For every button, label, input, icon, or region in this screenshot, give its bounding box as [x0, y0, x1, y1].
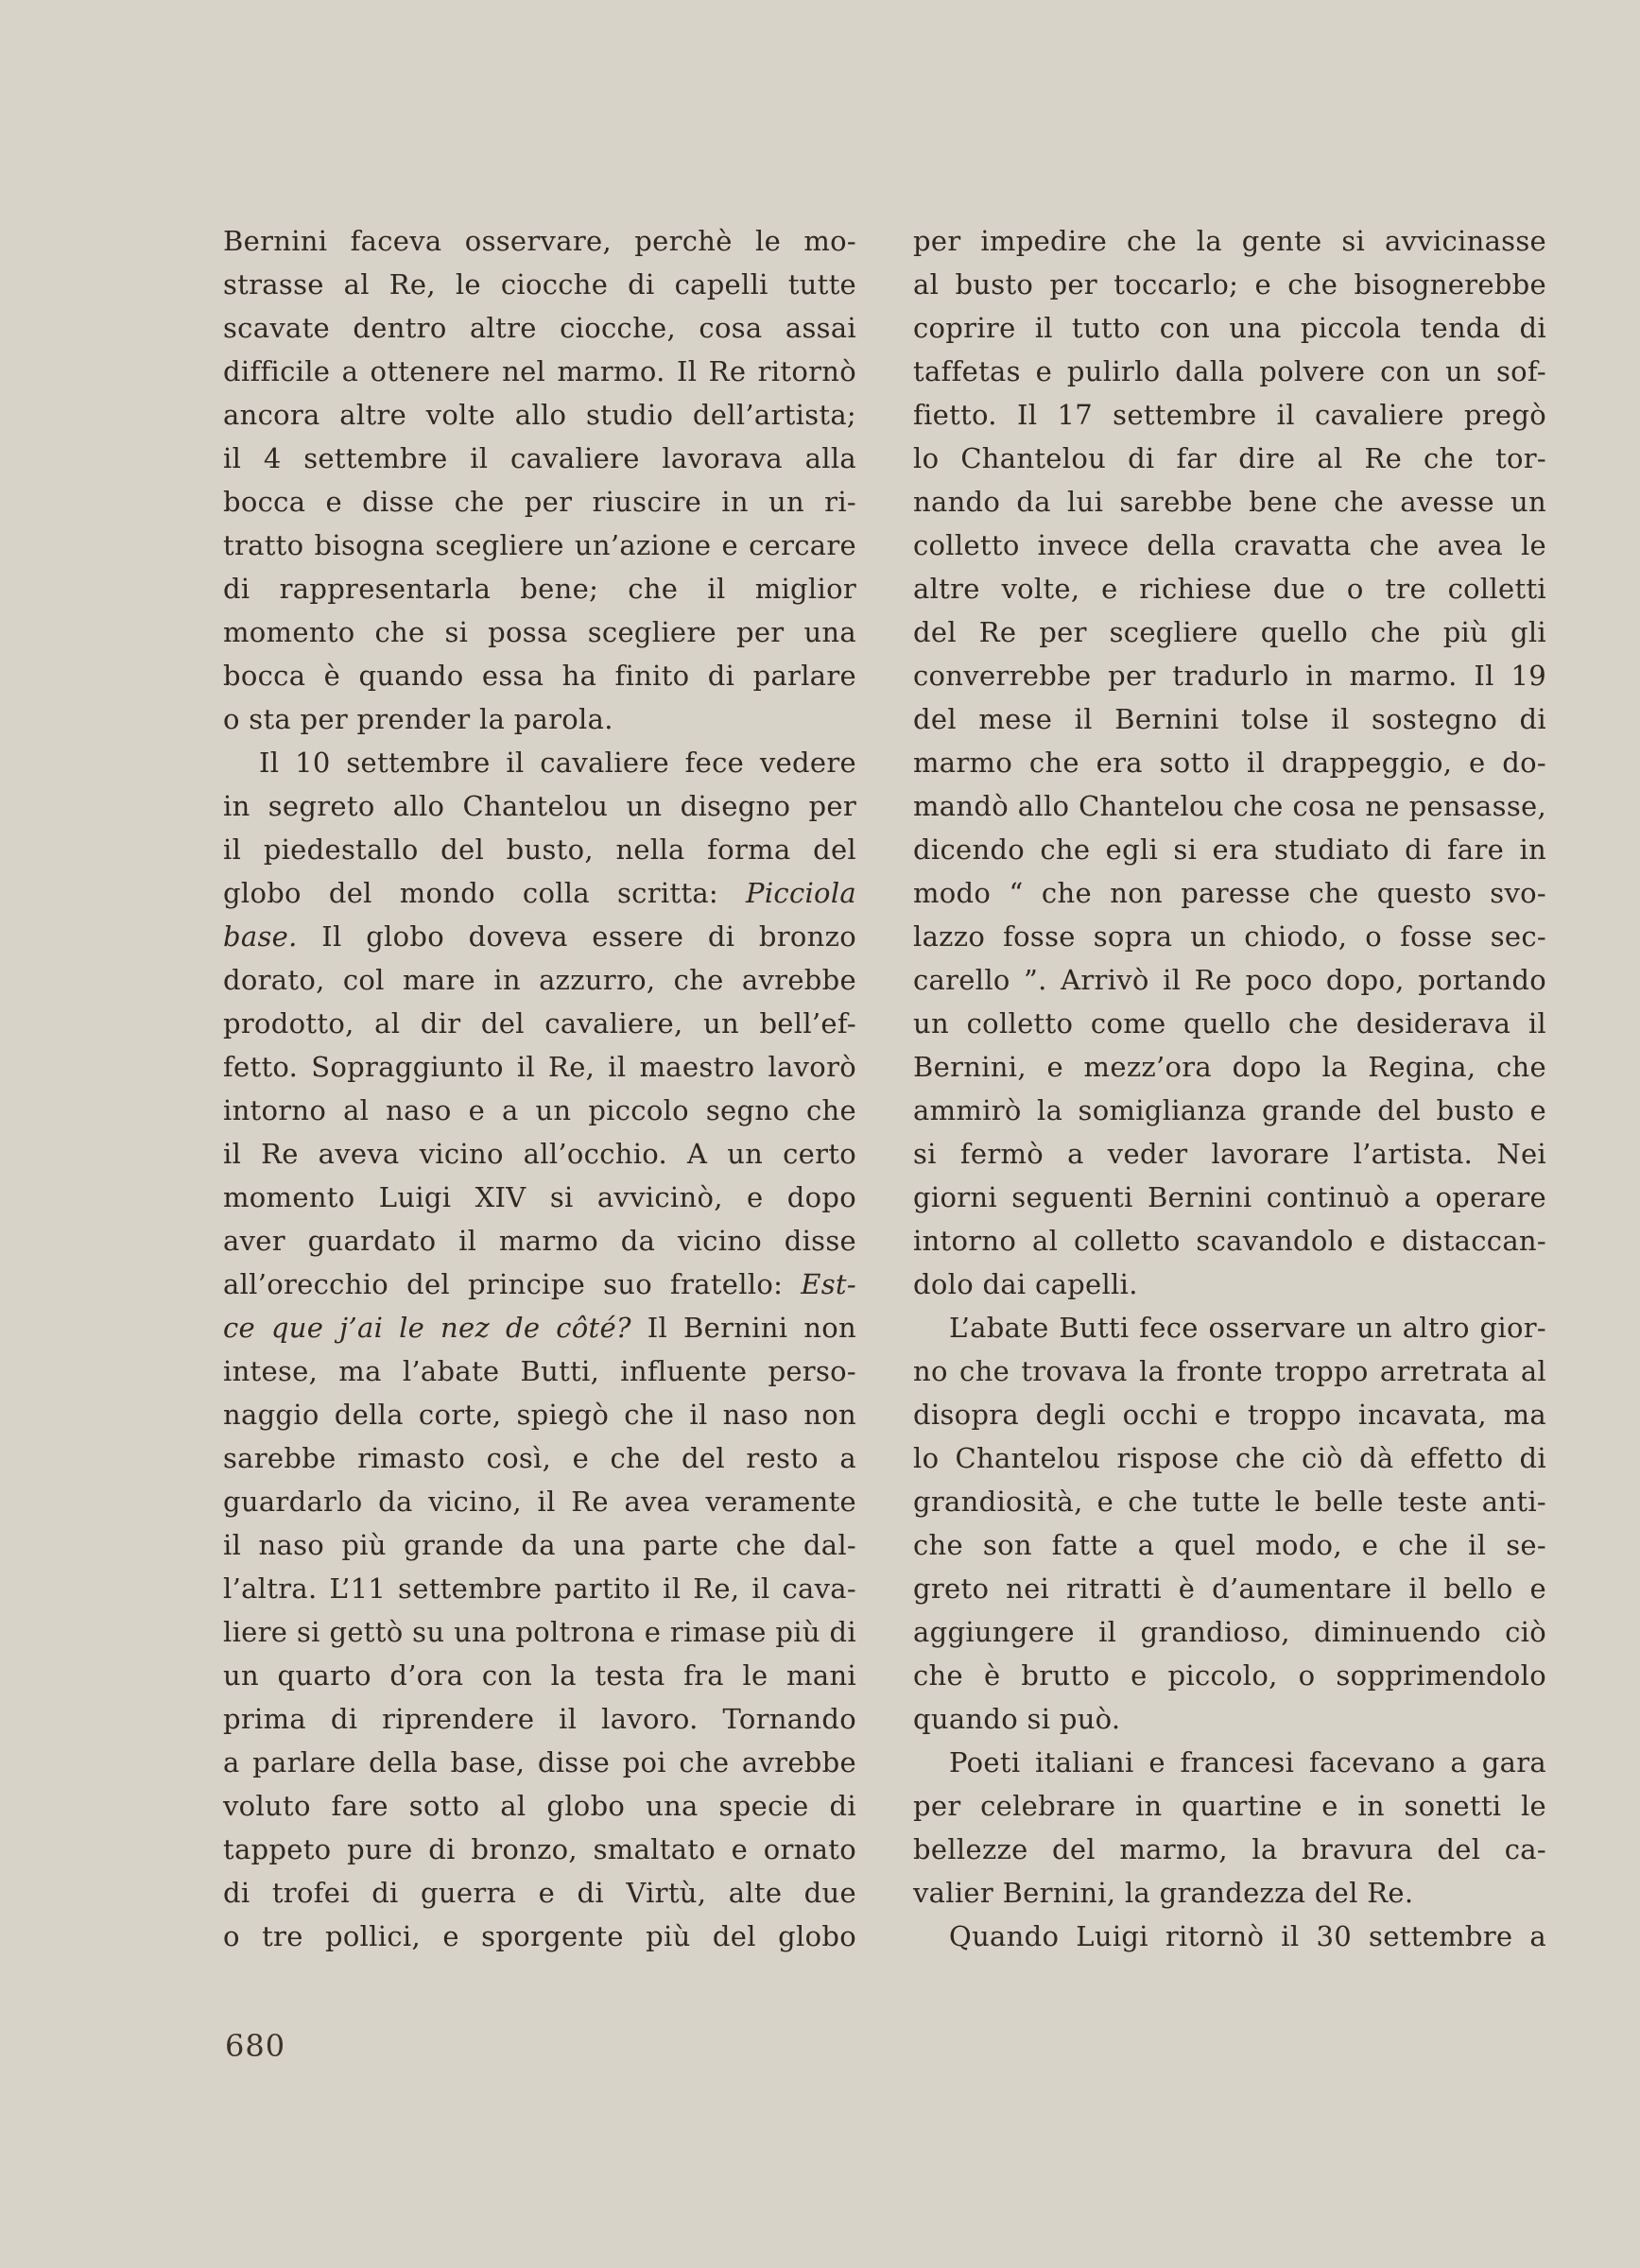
text-line [223, 219, 856, 263]
text-line [223, 1132, 856, 1176]
text-line [913, 1784, 1546, 1828]
text-line [913, 697, 1546, 741]
text-segment: bocca e disse che per riuscire in un ri- [223, 486, 856, 518]
text-segment: quando si può. [913, 1703, 1121, 1735]
text-segment: strasse al Re, le ciocche di capelli tutte [223, 268, 856, 301]
text-segment: prodotto, al dir del cavaliere, un bell’ef- [223, 1007, 856, 1040]
text-line [223, 567, 856, 610]
text-segment: converrebbe per tradurlo in marmo. Il 19 [913, 660, 1546, 692]
text-line [913, 871, 1546, 915]
text-line [913, 263, 1546, 306]
text-segment: Il Bernini non [630, 1312, 856, 1344]
text-segment: momento Luigi XIV si avvicinò, e dopo [223, 1181, 856, 1213]
text-line [913, 1915, 1546, 1958]
text-line [223, 1697, 856, 1741]
left-text-column [223, 219, 856, 1958]
text-line [913, 915, 1546, 958]
text-segment: liere si gettò su una poltrona e rimase più di [223, 1616, 856, 1648]
text-line [223, 1263, 856, 1306]
text-line [913, 1436, 1546, 1480]
text-line [223, 1784, 856, 1828]
text-line [913, 1610, 1546, 1654]
text-segment: aggiungere il grandioso, diminuendo ciò [913, 1616, 1546, 1648]
text-line [913, 480, 1546, 524]
text-line [913, 1393, 1546, 1436]
text-segment: colletto invece della cravatta che avea le [913, 529, 1546, 561]
text-line [223, 1828, 856, 1871]
text-segment: il naso più grande da una parte che dal- [223, 1529, 856, 1561]
text-segment: dolo dai capelli. [913, 1268, 1138, 1300]
text-line [913, 741, 1546, 784]
text-line [223, 1741, 856, 1784]
text-segment: Il globo doveva essere di bronzo [297, 920, 856, 953]
text-segment: bocca è quando essa ha finito di parlare [223, 660, 856, 692]
text-line [913, 1306, 1546, 1349]
text-segment: coprire il tutto con una piccola tenda di [913, 312, 1546, 344]
text-segment: il piedestallo del busto, nella forma del [223, 833, 856, 866]
text-segment: lo Chantelou di far dire al Re che tor- [913, 442, 1546, 474]
text-line [223, 654, 856, 697]
text-segment: prima di riprendere il lavoro. Tornando [223, 1703, 856, 1735]
text-line [223, 828, 856, 871]
text-segment: Quando Luigi ritornò il 30 settembre a [949, 1920, 1546, 1952]
text-line [223, 1219, 856, 1263]
text-segment: Bernini, e mezz’ora dopo la Regina, che [913, 1051, 1546, 1083]
text-segment: greto nei ritratti è d’aumentare il bello e [913, 1572, 1546, 1605]
right-text-column [913, 219, 1546, 1958]
text-line [223, 1654, 856, 1697]
text-line [223, 306, 856, 350]
text-line [223, 741, 856, 784]
text-line [223, 1871, 856, 1915]
text-segment: tappeto pure di bronzo, smaltato e ornato [223, 1833, 856, 1865]
text-segment: di rappresentarla bene; che il miglior [223, 573, 856, 605]
text-line [223, 437, 856, 480]
text-segment: scavate dentro altre ciocche, cosa assai [223, 312, 856, 344]
text-segment: naggio della corte, spiegò che il naso non [223, 1399, 856, 1431]
text-segment: momento che si possa scegliere per una [223, 616, 856, 648]
text-segment: mandò allo Chantelou che cosa ne pensasse, [913, 790, 1546, 822]
text-line [223, 263, 856, 306]
text-segment: Il 10 settembre il cavaliere fece vedere [259, 747, 856, 779]
text-segment: ammirò la somiglianza grande del busto e [913, 1094, 1546, 1126]
text-segment: fietto. Il 17 settembre il cavaliere pregò [913, 399, 1546, 431]
italic-text: Picciola [746, 877, 856, 909]
text-segment: aver guardato il marmo da vicino disse [223, 1225, 856, 1257]
text-segment: per celebrare in quartine e in sonetti le [913, 1790, 1546, 1822]
text-segment: disopra degli occhi e troppo incavata, ma [913, 1399, 1546, 1431]
text-segment: marmo che era sotto il drappeggio, e do- [913, 747, 1546, 779]
text-segment: ancora altre volte allo studio dell’artista; [223, 399, 856, 431]
text-segment: altre volte, e richiese due o tre colletti [913, 573, 1546, 605]
text-line [913, 1089, 1546, 1132]
text-segment: dicendo che egli si era studiato di fare in [913, 833, 1546, 866]
text-line [913, 784, 1546, 828]
text-line [223, 1393, 856, 1436]
text-segment: che è brutto e piccolo, o sopprimendolo [913, 1659, 1546, 1692]
text-line [223, 1610, 856, 1654]
text-line [913, 1523, 1546, 1567]
text-line [913, 1045, 1546, 1089]
text-segment: un quarto d’ora con la testa fra le mani [223, 1659, 856, 1692]
text-line [913, 1219, 1546, 1263]
text-line [223, 1045, 856, 1089]
text-segment: o sta per prender la parola. [223, 703, 613, 735]
text-segment: all’orecchio del principe suo fratello: [223, 1268, 802, 1300]
text-line [913, 524, 1546, 567]
text-segment: no che trovava la fronte troppo arretrata al [913, 1355, 1546, 1387]
text-segment: del mese il Bernini tolse il sostegno di [913, 703, 1546, 735]
text-line [223, 784, 856, 828]
text-segment: nando da lui sarebbe bene che avesse un [913, 486, 1546, 518]
text-segment: il 4 settembre il cavaliere lavorava alla [223, 442, 856, 474]
text-segment: giorni seguenti Bernini continuò a operare [913, 1181, 1546, 1213]
text-segment: guardarlo da vicino, il Re avea veramente [223, 1486, 856, 1518]
text-line [223, 1480, 856, 1523]
text-segment: modo “ che non paresse che questo svo- [913, 877, 1546, 909]
text-line [913, 1654, 1546, 1697]
text-line [913, 828, 1546, 871]
text-segment: al busto per toccarlo; e che bisognerebbe [913, 268, 1546, 301]
text-line [913, 1567, 1546, 1610]
text-line [913, 219, 1546, 263]
text-line [223, 1176, 856, 1219]
text-line [913, 567, 1546, 610]
text-segment: intorno al naso e a un piccolo segno che [223, 1094, 856, 1126]
text-line [913, 1871, 1546, 1915]
text-segment: di trofei di guerra e di Virtù, alte due [223, 1877, 856, 1909]
text-line [223, 1436, 856, 1480]
text-segment: intese, ma l’abate Butti, influente perso- [223, 1355, 856, 1387]
text-segment: lo Chantelou rispose che ciò dà effetto di [913, 1442, 1546, 1474]
text-line [913, 1741, 1546, 1784]
text-segment: bellezze del marmo, la bravura del ca- [913, 1833, 1546, 1865]
text-segment: a parlare della base, disse poi che avrebbe [223, 1746, 856, 1778]
text-line [223, 393, 856, 437]
text-line [913, 1002, 1546, 1045]
text-line [223, 1567, 856, 1610]
text-line [223, 1306, 856, 1349]
text-segment: grandiosità, e che tutte le belle teste anti- [913, 1486, 1546, 1518]
text-line [913, 437, 1546, 480]
text-segment: Poeti italiani e francesi facevano a gara [949, 1746, 1546, 1778]
italic-text: ce que j’ai le nez de côté? [223, 1312, 631, 1344]
text-segment: taffetas e pulirlo dalla polvere con un sof- [913, 355, 1546, 387]
text-line [913, 1349, 1546, 1393]
text-line [913, 1132, 1546, 1176]
text-segment: globo del mondo colla scritta: [223, 877, 747, 909]
text-segment: fetto. Sopraggiunto il Re, il maestro lavorò [223, 1051, 856, 1083]
text-line [223, 697, 856, 741]
text-line [913, 1480, 1546, 1523]
text-line [223, 1523, 856, 1567]
text-line [913, 1263, 1546, 1306]
text-segment: L’abate Butti fece osservare un altro gior- [949, 1312, 1546, 1344]
text-segment: un colletto come quello che desiderava il [913, 1007, 1546, 1040]
text-segment: del Re per scegliere quello che più gli [913, 616, 1546, 648]
text-line [223, 1002, 856, 1045]
text-line [223, 480, 856, 524]
italic-text: base. [223, 920, 298, 953]
text-segment: si fermò a veder lavorare l’artista. Nei [913, 1138, 1546, 1170]
text-segment: o tre pollici, e sporgente più del globo [223, 1920, 856, 1952]
text-segment: valier Bernini, la grandezza del Re. [913, 1877, 1414, 1909]
text-line [913, 1176, 1546, 1219]
text-line [913, 393, 1546, 437]
text-line [223, 350, 856, 393]
text-line [913, 610, 1546, 654]
text-segment: difficile a ottenere nel marmo. Il Re ritornò [223, 355, 856, 387]
text-segment: l’altra. L’11 settembre partito il Re, il cava- [223, 1572, 856, 1605]
text-line [223, 915, 856, 958]
text-segment: il Re aveva vicino all’occhio. A un certo [223, 1138, 856, 1170]
text-segment: che son fatte a quel modo, e che il se- [913, 1529, 1546, 1561]
text-segment: sarebbe rimasto così, e che del resto a [223, 1442, 856, 1474]
text-line [913, 350, 1546, 393]
text-segment: voluto fare sotto al globo una specie di [223, 1790, 856, 1822]
text-line [223, 1915, 856, 1958]
text-segment: Bernini faceva osservare, perchè le mo- [223, 225, 856, 257]
text-segment: tratto bisogna scegliere un’azione e cercare [223, 529, 856, 561]
text-segment: intorno al colletto scavandolo e distaccan- [913, 1225, 1546, 1257]
text-line [223, 871, 856, 915]
text-line [223, 524, 856, 567]
text-line [913, 654, 1546, 697]
text-line [223, 1349, 856, 1393]
text-line [223, 610, 856, 654]
text-line [913, 958, 1546, 1002]
text-segment: in segreto allo Chantelou un disegno per [223, 790, 856, 822]
text-line [913, 1697, 1546, 1741]
text-segment: dorato, col mare in azzurro, che avrebbe [223, 964, 856, 996]
text-line [223, 958, 856, 1002]
text-segment: carello ”. Arrivò il Re poco dopo, portando [913, 964, 1546, 996]
page-number: 680 [225, 2028, 286, 2064]
text-line [913, 306, 1546, 350]
text-segment: per impedire che la gente si avvicinasse [913, 225, 1546, 257]
text-line [223, 1089, 856, 1132]
text-segment: lazzo fosse sopra un chiodo, o fosse sec- [913, 920, 1546, 953]
text-line [913, 1828, 1546, 1871]
italic-text: Est- [801, 1268, 856, 1300]
